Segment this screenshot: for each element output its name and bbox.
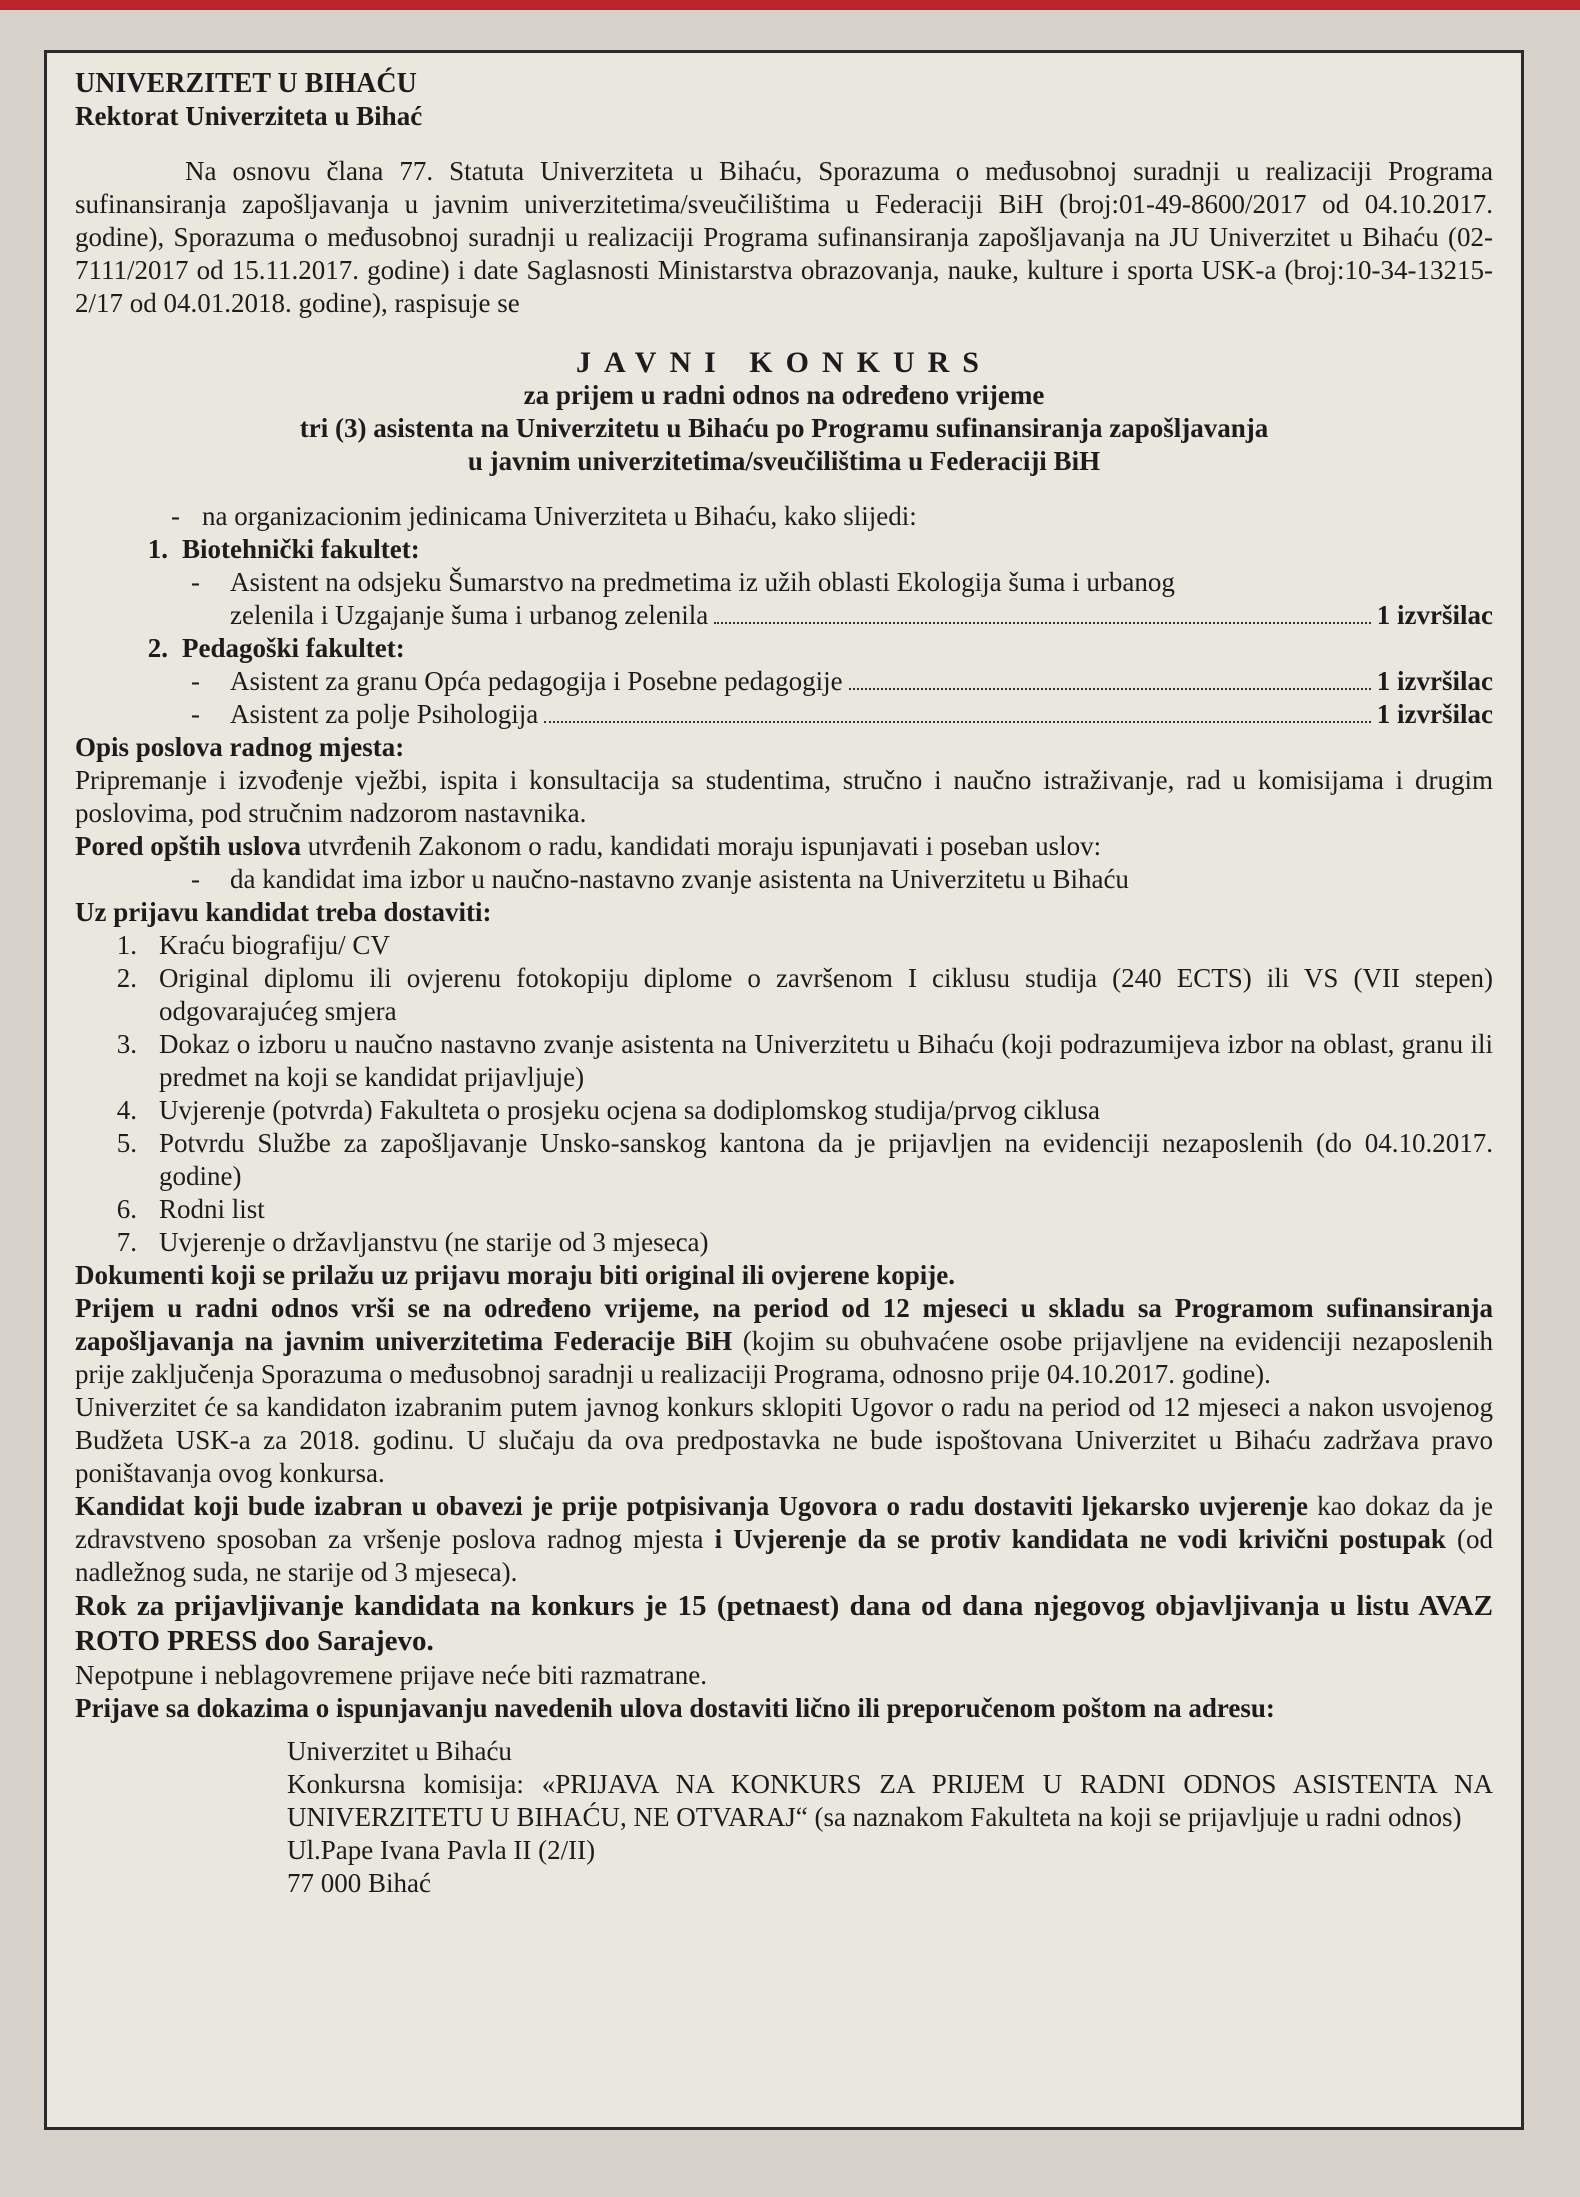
faculty-2-position-2: - Asistent za polje Psihologija 1 izvršilac <box>191 699 1493 729</box>
competition-subtitle-1: za prijem u radni odnos na određeno vrijeme <box>523 380 1045 410</box>
document-item: 3. Dokaz o izboru u naučno nastavno zvanje asistenta na Univerzitetu u Bihaću (koji podrazumijeva izbor na oblast, granu ili predmet na koji se kandidat prijavljuje) <box>116 1029 1493 1092</box>
top-color-bar <box>0 0 1580 10</box>
announcement-page <box>44 50 1524 2130</box>
document-item: 6. Rodni list <box>116 1194 265 1224</box>
document-item: 4. Uvjerenje (potvrda) Fakulteta o prosjeku ocjena sa dodiplomskog studija/prvog ciklusa <box>116 1095 1101 1125</box>
competition-subtitle-3: u javnim univerzitetima/sveučilištima u Federaciji BiH <box>467 446 1101 476</box>
address-block <box>75 1735 1493 1900</box>
announcement-content <box>75 67 1493 1900</box>
faculty-2: 2. Pedagoški fakultet: <box>147 633 405 663</box>
faculty-2-position-1: - Asistent za granu Opća pedagogija i Posebne pedagogije 1 izvršilac <box>191 666 1493 696</box>
competition-subtitle-2: tri (3) asistenta na Univerzitetu u Bihaću po Programu sufinansiranja zapošljavanja <box>299 413 1269 443</box>
employment-note: Prijem u radni odnos vrši se na određeno vrijeme, na period od 12 mjeseci u skladu sa Programom sufinansiranja zapošljavanja na javnim univerzitetima Federacije BiH (kojim su obuhvaćene osobe prijavljene na evidenciji nezaposlenih prije zaključenja Sporazuma o međusobnoj saradnji u realizaciji Programa, odnosno prije 04.10.2017. godine). <box>75 1293 1494 1389</box>
rectorate-name: Rektorat Univerziteta u Bihać <box>75 101 423 131</box>
document-item: 7. Uvjerenje o državljanstvu (ne starije od 3 mjeseca) <box>116 1227 709 1257</box>
originals-note: Dokumenti koji se prilažu uz prijavu moraju biti original ili ovjerene kopije. <box>75 1260 955 1290</box>
document-item: 2. Original diplomu ili ovjerenu fotokopiju diplome o završenom I ciklusu studija (240 ECTS) ili VS (VII stepen) odgovarajućeg smjera <box>116 963 1493 1026</box>
faculty-1: 1. Biotehnički fakultet: <box>147 534 420 564</box>
duties-text: Pripremanje i izvođenje vježbi, ispita i konsultacija sa studentima, stručno i naučno istraživanje, rad u komisijama i drugim poslovima, pod stručnim nadzorom nastavnika. <box>75 765 1493 828</box>
deadline-note: Rok za prijavljivanje kandidata na konkurs je 15 (petnaest) dana od dana njegovog objavljivanja u listu AVAZ ROTO PRESS doo Sarajevo. <box>75 1590 1493 1657</box>
document-item: 1. Kraću biografiju/ CV <box>116 930 390 960</box>
units-intro: - na organizacionim jedinicama Univerziteta u Bihaću, kako slijedi: <box>171 501 917 531</box>
headcount-3: 1 izvršilac <box>1376 699 1493 729</box>
medical-note: Kandidat koji bude izabran u obavezi je prije potpisivanja Ugovora o radu dostaviti ljekarsko uvjerenje kao dokaz da je zdravstveno sposoban za vršenje poslova radnog mjesta i Uvjerenje da se protiv kandidata ne vodi krivični postupak (od nadležnog suda, ne starije od 3 mjeseca). <box>75 1491 1493 1587</box>
address-line-1: Univerzitet u Bihaću <box>287 1736 512 1766</box>
condition-item: - da kandidat ima izbor u naučno-nastavno zvanje asistenta na Univerzitetu u Bihaću <box>191 864 1129 894</box>
headcount-2: 1 izvršilac <box>1376 666 1493 696</box>
university-name: UNIVERZITET U BIHAĆU <box>75 68 417 99</box>
address-line-4: 77 000 Bihać <box>287 1868 431 1898</box>
documents-list <box>75 929 1493 1259</box>
contract-note: Univerzitet će sa kandidaton izabranim putem javnog konkurs sklopiti Ugovor o radu na period od 12 mjeseci a nakon usvojenog Budžeta USK-a za 2018. godinu. U slučaju da ova predpostavka ne bude ispoštovana Univerzitet u Bihaću zadržava pravo poništavanja ovog konkursa. <box>75 1392 1493 1488</box>
incomplete-note: Nepotpune i neblagovremene prijave neće biti razmatrane. <box>75 1660 707 1690</box>
address-line-3: Ul.Pape Ivana Pavla II (2/II) <box>287 1835 596 1865</box>
faculty-1-position: - Asistent na odsjeku Šumarstvo na predmetima iz užih oblasti Ekologija šuma i urbanog zelenila i Uzgajanje šuma i urbanog zelenila 1 izvršilac <box>191 567 1493 630</box>
conditions-lead: Pored opštih uslova utvrđenih Zakonom o radu, kandidati moraju ispunjavati i poseban uslov: <box>75 831 1102 861</box>
intro-paragraph: Na osnovu člana 77. Statuta Univerziteta u Bihaću, Sporazuma o međusobnoj suradnji u realizaciji Programa sufinansiranja zapošljavanja u javnim univerzitetima/sveučilištima u Federaciji BiH (broj:01-49-8600/2017 od 04.10.2017. godine), Sporazuma o međusobnoj suradnji u realizaciji Programa sufinansiranja zapošljavanja na JU Univerzitet u Bihaću (02-7111/2017 od 15.11.2017. godine) i date Saglasnosti Ministarstva obrazovanja, nauke, kulture i sporta USK-a (broj:10-34-13215-2/17 od 04.01.2018. godine), raspisuje se <box>75 156 1493 318</box>
headcount-1: 1 izvršilac <box>1376 600 1493 630</box>
document-item: 5. Potvrdu Službe za zapošljavanje Unsko-sanskog kantona da je prijavljen na evidenciji nezaposlenih (do 04.10.2017. godine) <box>116 1128 1493 1191</box>
duties-heading: Opis poslova radnog mjesta: <box>75 732 405 762</box>
competition-title: JAVNI KONKURS <box>576 346 992 379</box>
address-line-2: Konkursna komisija: «PRIJAVA NA KONKURS ZA PRIJEM U RADNI ODNOS ASISTENTA NA UNIVERZITETU U BIHAĆU, NE OTVARAJ“ (sa naznakom Fakulteta na koji se prijavljuje u radni odnos) <box>287 1769 1493 1832</box>
documents-heading: Uz prijavu kandidat treba dostaviti: <box>75 897 492 927</box>
submit-note: Prijave sa dokazima o ispunjavanju navedenih ulova dostaviti lično ili preporučenom poštom na adresu: <box>75 1693 1275 1723</box>
